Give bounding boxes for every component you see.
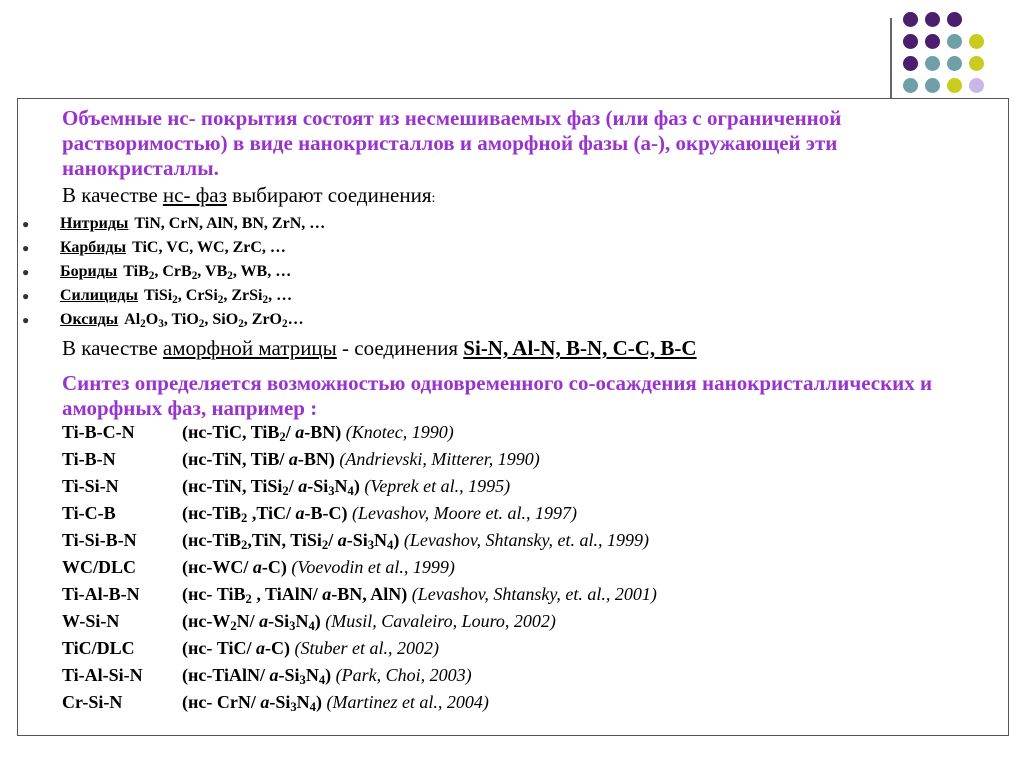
decorative-vertical-line <box>890 18 892 98</box>
system-composition: (нс- TiB$_2$ , TiAlN/ a-BN, AlN) <box>182 584 408 606</box>
phase-item <box>22 214 325 234</box>
decorative-dot <box>969 34 984 49</box>
system-reference: (Levashov, Shtansky, et. al., 1999) <box>399 530 649 550</box>
phase-item <box>22 238 286 258</box>
decorative-dot <box>925 56 940 71</box>
system-composition: (нс-TiN, TiB/ a-BN) <box>182 449 335 469</box>
system-reference: (Musil, Cavaleiro, Louro, 2002) <box>320 611 556 631</box>
system-row <box>62 610 556 632</box>
decorative-dot <box>925 12 940 27</box>
phase-item <box>22 262 291 282</box>
bullet-icon: ● <box>22 265 30 279</box>
phase-compounds: $Al_2O_3$, TiO$_2$, SiO$_2$, ZrO$_2$… <box>124 311 304 330</box>
system-row <box>62 421 454 443</box>
matrix-prefix: В качестве <box>62 336 163 360</box>
phase-compounds: TiSi$_2$, CrSi$_2$, ZrSi$_2$, … <box>144 287 293 306</box>
phase-category: Нитриды <box>60 215 129 232</box>
system-composition: (нс-TiN, TiSi$_2$/ $a-Si_3N_4$) <box>182 476 360 498</box>
decorative-dot <box>925 34 940 49</box>
system-composition: (нс- CrN/ $a-Si_3N_4$) <box>182 692 322 714</box>
phase-item <box>22 310 304 330</box>
phase-category: Силициды <box>60 287 138 304</box>
choice-suffix: выбирают соединения <box>226 183 432 207</box>
decorative-dot <box>903 78 918 93</box>
matrix-middle: - соединения <box>336 336 464 360</box>
bullet-icon: ● <box>22 241 30 255</box>
phase-compounds: TiC, VC, WC, ZrC, … <box>132 239 286 256</box>
matrix-compounds: Si-N, Al-N, B-N, C-C, B-C <box>463 336 697 360</box>
system-reference: (Stuber et al., 2002) <box>290 638 440 658</box>
system-name: Ti-Al-B-N <box>62 584 140 604</box>
system-row <box>62 529 649 551</box>
phase-item <box>22 286 292 306</box>
phase-category: Карбиды <box>60 239 127 256</box>
system-name: Ti-B-C-N <box>62 422 135 442</box>
system-row <box>62 637 439 659</box>
system-composition: (нс-TiB$_2$,TiN, TiSi$_2$/ $a-Si_3N_4$) <box>182 530 400 552</box>
system-row <box>62 691 489 713</box>
decorative-dot <box>947 56 962 71</box>
system-row <box>62 448 540 470</box>
system-composition: (нс-TiC, TiB$_2$/ a-BN) <box>182 422 342 444</box>
system-reference: (Andrievski, Mitterer, 1990) <box>334 449 540 469</box>
system-row <box>62 583 657 605</box>
system-name: Ti-C-B <box>62 503 116 523</box>
system-reference: (Levashov, Shtansky, et. al., 2001) <box>407 584 657 604</box>
decorative-dot <box>925 78 940 93</box>
system-row <box>62 502 577 524</box>
matrix-underlined: аморфной матрицы <box>162 336 337 360</box>
system-reference: (Knotec, 1990) <box>341 422 454 442</box>
system-name: TiC/DLC <box>62 638 135 658</box>
system-row <box>62 664 472 686</box>
bullet-icon: ● <box>22 289 30 303</box>
choice-colon: : <box>431 191 436 206</box>
phase-category: Бориды <box>60 263 118 280</box>
system-name: Ti-Al-Si-N <box>62 665 143 685</box>
choice-prefix: В качестве <box>62 183 163 207</box>
system-row <box>62 556 455 578</box>
decorative-dot <box>947 78 962 93</box>
system-composition: (нс- TiC/ a-C) <box>182 638 291 658</box>
decorative-dot <box>903 56 918 71</box>
decorative-dot <box>903 34 918 49</box>
bullet-icon: ● <box>22 313 30 327</box>
system-name: Ti-Si-N <box>62 476 119 496</box>
system-composition: (нс-TiB$_2$ ,TiC/ a-B-C) <box>182 503 348 525</box>
system-composition: (нс-TiAlN/ $a-Si_3N_4$) <box>182 665 332 687</box>
intro-paragraph: Объемные нс- покрытия состоят из несмешиваемых фаз (или фаз с ограниченной растворимостью) в виде нанокристаллов и аморфной фазы (a-), окружающей эти нанокристаллы. <box>62 106 842 180</box>
system-name: Ti-B-N <box>62 449 116 469</box>
decorative-dot <box>969 78 984 93</box>
synthesis-paragraph: Синтез определяется возможностью одновременного со-осаждения нанокристаллических и аморфных фаз, например : <box>62 371 933 420</box>
bullet-icon: ● <box>22 217 30 231</box>
phase-choice-line <box>62 183 435 211</box>
system-name: Ti-Si-B-N <box>62 530 137 550</box>
system-composition: ($нс-W_2N/$ $a-Si_3N_4$) <box>182 611 321 633</box>
system-name: WC/DLC <box>62 557 137 577</box>
system-reference: (Voevodin et al., 1999) <box>286 557 455 577</box>
choice-underlined: нс- фаз <box>162 183 227 207</box>
system-composition: (нс-WC/ a-C) <box>182 557 287 577</box>
decorative-dot <box>969 56 984 71</box>
matrix-line <box>62 336 697 361</box>
decorative-dot <box>947 34 962 49</box>
system-row <box>62 475 510 497</box>
system-reference: (Veprek et al., 1995) <box>359 476 511 496</box>
phase-category: Оксиды <box>60 311 119 328</box>
system-name: Cr-Si-N <box>62 692 123 712</box>
decorative-dot <box>903 12 918 27</box>
system-name: W-Si-N <box>62 611 120 631</box>
system-reference: (Park, Choi, 2003) <box>331 665 472 685</box>
system-reference: (Martinez et al., 2004) <box>321 692 489 712</box>
decorative-dot <box>947 12 962 27</box>
system-reference: (Levashov, Moore et. al., 1997) <box>347 503 577 523</box>
phase-compounds: TiN, CrN, AlN, BN, ZrN, … <box>134 215 326 232</box>
phase-compounds: TiB$_2$, CrB$_2$, $VB_2$, WB, … <box>123 263 292 282</box>
